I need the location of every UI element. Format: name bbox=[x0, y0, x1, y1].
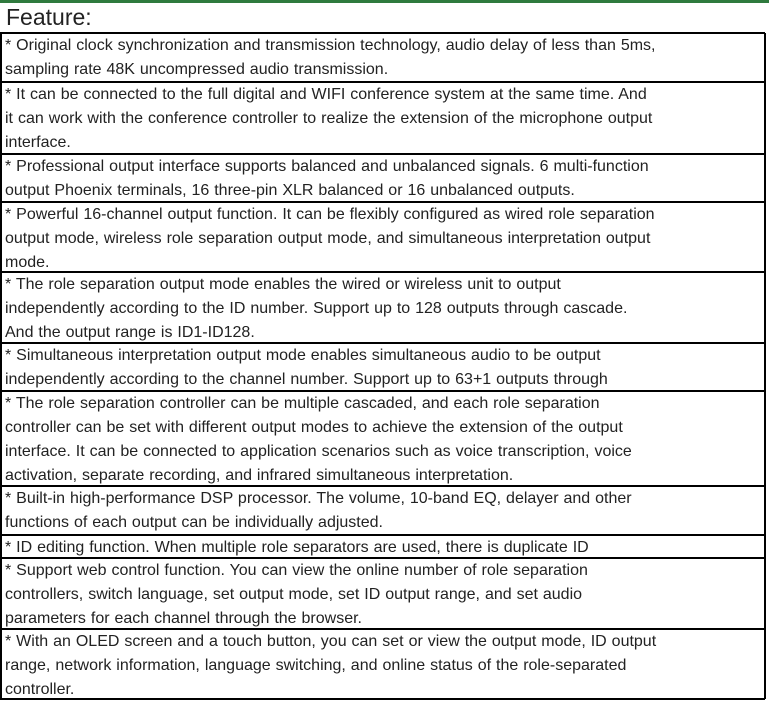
feature-item-output-interface bbox=[5, 155, 765, 201]
feature-item-role-separation-mode bbox=[5, 273, 765, 342]
feature-line: controller can be set with different output modes to achieve the extension of the output bbox=[5, 419, 623, 436]
feature-line: * Original clock synchronization and transmission technology, audio delay of less than 5ms, bbox=[5, 37, 656, 54]
feature-line: independently according to the channel number. Support up to 63+1 outputs through bbox=[5, 371, 608, 388]
feature-item-web-control bbox=[5, 559, 765, 628]
feature-item-id-editing bbox=[5, 536, 765, 557]
top-border bbox=[0, 0, 769, 3]
feature-line: it can work with the conference controller to realize the extension of the microphone output bbox=[5, 110, 653, 127]
feature-line: activation, separate recording, and infrared simultaneous interpretation. bbox=[5, 467, 514, 484]
feature-line: output mode, wireless role separation output mode, and simultaneous interpretation output bbox=[5, 230, 651, 247]
feature-item-16-channel-output bbox=[5, 203, 765, 271]
feature-item-clock-sync bbox=[5, 34, 765, 81]
feature-item-dsp-processor bbox=[5, 487, 765, 534]
feature-line: mode. bbox=[5, 254, 50, 271]
feature-line: range, network information, language switching, and online status of the role-separated bbox=[5, 657, 627, 674]
feature-line: interface. It can be connected to application scenarios such as voice transcription, voice bbox=[5, 443, 632, 460]
feature-line: * The role separation controller can be multiple cascaded, and each role separation bbox=[5, 395, 600, 412]
feature-line: interface. bbox=[5, 134, 71, 151]
row-divider bbox=[0, 698, 765, 700]
feature-line: * It can be connected to the full digital and WIFI conference system at the same time. And bbox=[5, 86, 647, 103]
feature-line: controller. bbox=[5, 681, 75, 698]
feature-line: * Built-in high-performance DSP processor. The volume, 10-band EQ, delayer and other bbox=[5, 490, 632, 507]
feature-line: * ID editing function. When multiple role separators are used, there is duplicate ID bbox=[5, 539, 589, 556]
left-border bbox=[0, 33, 2, 699]
feature-line: * Professional output interface supports balanced and unbalanced signals. 6 multi-function bbox=[5, 158, 649, 175]
feature-line: * Support web control function. You can view the online number of role separation bbox=[5, 562, 588, 579]
feature-line: And the output range is ID1-ID128. bbox=[5, 324, 255, 341]
feature-line: * Simultaneous interpretation output mode enables simultaneous audio to be output bbox=[5, 347, 601, 364]
feature-item-interpretation-mode bbox=[5, 344, 765, 390]
feature-line: parameters for each channel through the browser. bbox=[5, 610, 362, 627]
feature-line: * The role separation output mode enables the wired or wireless unit to output bbox=[5, 276, 561, 293]
feature-line: sampling rate 48K uncompressed audio transmission. bbox=[5, 61, 389, 78]
feature-item-cascade bbox=[5, 392, 765, 485]
feature-line: functions of each output can be individually adjusted. bbox=[5, 514, 383, 531]
feature-line: * Powerful 16-channel output function. It can be flexibly configured as wired role separation bbox=[5, 206, 655, 223]
feature-line: output Phoenix terminals, 16 three-pin XLR balanced or 16 unbalanced outputs. bbox=[5, 182, 575, 199]
feature-heading: Feature: bbox=[6, 4, 92, 30]
feature-line: independently according to the ID number. Support up to 128 outputs through cascade. bbox=[5, 300, 628, 317]
feature-item-oled-screen bbox=[5, 630, 765, 698]
feature-line: controllers, switch language, set output mode, set ID output range, and set audio bbox=[5, 586, 583, 603]
feature-item-conference-system bbox=[5, 83, 765, 153]
feature-line: * With an OLED screen and a touch button, you can set or view the output mode, ID output bbox=[5, 633, 657, 650]
